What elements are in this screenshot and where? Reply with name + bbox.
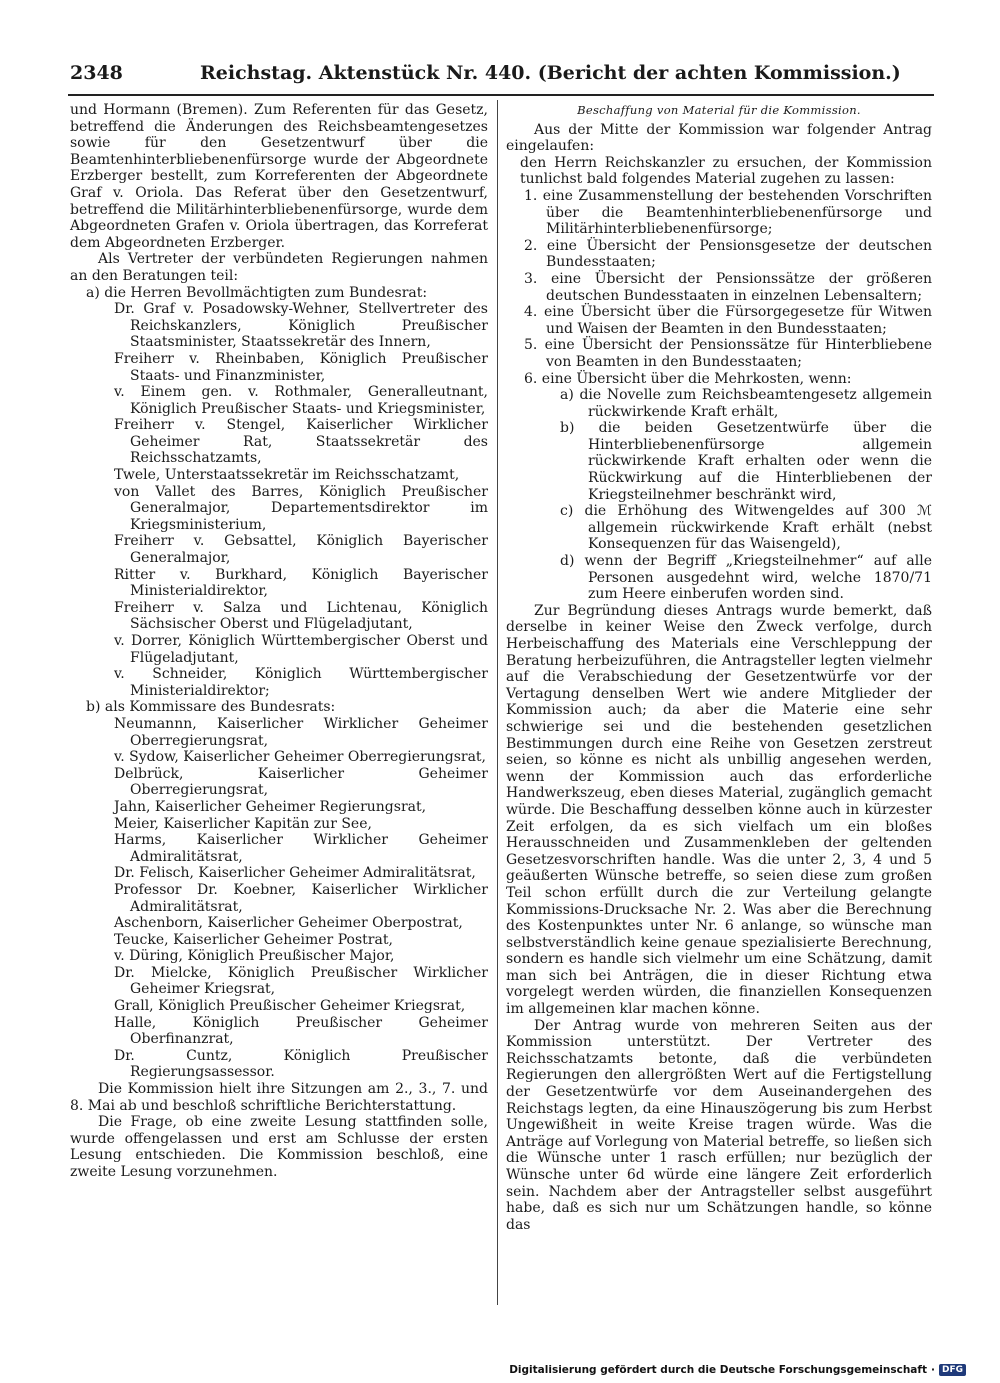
list-item: Freiherr v. Gebsattel, Königlich Bayerischer Generalmajor, (114, 533, 488, 567)
motion-list (506, 188, 932, 603)
page-number: 2348 (70, 62, 123, 84)
list-item: Dr. Felisch, Kaiserlicher Geheimer Admiralitätsrat, (114, 865, 476, 882)
list-item: 4. eine Übersicht über die Fürsorgegesetze für Witwen und Waisen der Beamten in den Bundesstaaten; (524, 304, 932, 337)
list-subitem: b) die beiden Gesetzentwürfe über die Hinterbliebenenfürsorge allgemein rückwirkende Kraft erhalten oder wenn die Rückwirkung auf die Hinterbliebenen der Kriegsteilnehmer beschränkt wird, (560, 420, 932, 503)
list-item: 1. eine Zusammenstellung der bestehenden Vorschriften über die Beamtenhinterbliebenenfürsorge und Militärhinterbliebenenfürsorge; (524, 187, 932, 238)
list-item: Teucke, Kaiserlicher Geheimer Postrat, (114, 931, 393, 948)
paragraph: Zur Begründung dieses Antrags wurde bemerkt, daß derselbe in keiner Weise den Zweck verfolge, durch Herbeischaffung des Materials eine Verschleppung der Beratung herbeizuführen, die Antragsteller legten vielmehr auf die Verabschiedung der Gesetzentwürfe vor der Vertagung denselben Wert wie andere Mitglieder der Kommission auch; da aber die Materie eine sehr schwierige sei und die bestehenden gesetzlichen Bestimmungen durch eine Reihe von Gesetzen zerstreut seien, so könne es nicht als unbillig angesehen werden, wenn der Kommission auch das erforderliche Handwerkszeug, eben dieses Material, zugänglich gemacht würde. Die Beschaffung desselben könne auch in kürzester Zeit erfolgen, da es sich vielfach um ein bloßes Herausschneiden und Zusammenkleben der geltenden Gesetzesvorschriften handle. Was die unter 2, 3, 4 und 5 geäußerten Wünsche betreffe, so seien diese zum großen Teil schon erfüllt durch die zur Verteilung gelangte Kommissions-Drucksache Nr. 2. Was aber die Berechnung des Kostenpunktes unter Nr. 6 anlange, so wünsche man selbstverständlich keine genaue spezialisierte Berechnung, sondern es handle sich vielmehr um eine Schätzung, damit man sich bei Anträgen, die in dieser Richtung etwa vorgelegt werden würden, die finanziellen Konsequenzen im allgemeinen klar machen könne. (506, 602, 932, 1018)
list-item: 2. eine Übersicht der Pensionsgesetze der deutschen Bundesstaaten; (524, 237, 932, 271)
paragraph: Die Frage, ob eine zweite Lesung stattfinden solle, wurde offengelassen und erst am Schlusse der ersten Lesung entschieden. Die Kommission beschloß, eine zweite Lesung vorzunehmen. (70, 1114, 488, 1180)
list-item: Aschenborn, Kaiserlicher Geheimer Oberpostrat, (114, 915, 463, 932)
list-item: Dr. Cuntz, Königlich Preußischer Regierungsassessor. (114, 1047, 488, 1081)
list-item: 3. eine Übersicht der Pensionssätze der größeren deutschen Bundesstaaten in einzelnen Lebensaltern; (524, 270, 932, 304)
list-item: v. Düring, Königlich Preußischer Major, (114, 948, 395, 965)
list-item: Harms, Kaiserlicher Wirklicher Geheimer Admiralitätsrat, (114, 832, 488, 865)
section-b-heading: b) als Kommissare des Bundesrats: (86, 699, 336, 716)
footer-text: Digitalisierung gefördert durch die Deutsche Forschungsgemeinschaft (509, 1364, 927, 1376)
list-item: Dr. Graf v. Posadowsky-Wehner, Stellvertreter des Reichskanzlers, Königlich Preußischer Staatsminister, Staatssekretär des Innern, (114, 301, 488, 351)
section-caption: Beschaffung von Material für die Kommission. (577, 103, 861, 117)
delegates-list-a (70, 301, 488, 699)
section-a-heading: a) die Herren Bevollmächtigten zum Bundesrat: (86, 284, 428, 301)
footer-credit: Digitalisierung gefördert durch die Deutsche Forschungsgemeinschaft · DFG (509, 1364, 966, 1376)
delegates-list-b (70, 716, 488, 1081)
paragraph: Aus der Mitte der Kommission war folgender Antrag eingelaufen: (506, 121, 932, 155)
list-subitem: d) wenn der Begriff „Kriegsteilnehmer“ auf alle Personen ausgedehnt wird, welche 1870/71 zum Heere einberufen worden sind. (560, 553, 932, 603)
left-column (70, 102, 488, 1181)
list-item: Dr. Mielcke, Königlich Preußischer Wirklicher Geheimer Kriegsrat, (114, 964, 488, 998)
list-subitem: c) die Erhöhung des Witwengeldes auf 300 ℳ allgemein rückwirkende Kraft erhält (nebst Konsequenzen für das Waisengeld), (560, 503, 932, 553)
list-item: Neumannn, Kaiserlicher Wirklicher Geheimer Oberregierungsrat, (114, 715, 488, 749)
page-header (70, 62, 930, 90)
paragraph: Die Kommission hielt ihre Sitzungen am 2., 3., 7. und 8. Mai ab und beschloß schriftliche Berichterstattung. (70, 1081, 488, 1114)
list-item: v. Dorrer, Königlich Württembergischer Oberst und Flügeladjutant, (114, 633, 488, 666)
list-item: 6. eine Übersicht über die Mehrkosten, wenn: (524, 370, 852, 387)
list-subitem: a) die Novelle zum Reichsbeamtengesetz allgemein rückwirkende Kraft erhält, (560, 387, 932, 420)
list-item: Professor Dr. Koebner, Kaiserlicher Wirklicher Admiralitätsrat, (114, 881, 488, 915)
paragraph: Als Vertreter der verbündeten Regierungen nahmen an den Beratungen teil: (70, 251, 488, 284)
paragraph: Der Antrag wurde von mehreren Seiten aus der Kommission unterstützt. Der Vertreter des Reichsschatzamts betonte, daß die verbündeten Regierungen den allergrößten Wert auf die Fertigstellung der Gesetzentwürfe vor dem Auseinandergehen des Reichstags legten, da eine Hinauszögerung bis zum Herbst Ungewißheit in weite Kreise tragen würde. Was die Anträge auf Vorlegung von Material betreffe, so ließen sich die Wünsche unter 1 rasch erfüllen; nur bezüglich der Wünsche unter 6d würde eine längere Zeit erforderlich sein. Nachdem aber der Antragsteller selbst ausgeführt habe, daß es sich nur um Schätzungen handle, so könne das (506, 1017, 932, 1233)
list-item: Jahn, Kaiserlicher Geheimer Regierungsrat, (114, 798, 427, 815)
list-item: Ritter v. Burkhard, Königlich Bayerischer Ministerialdirektor, (114, 566, 488, 600)
list-item: Freiherr v. Stengel, Kaiserlicher Wirklicher Geheimer Rat, Staatssekretär des Reichsschatzamts, (114, 417, 488, 467)
list-item: Freiherr v. Salza und Lichtenau, Königlich Sächsischer Oberst und Flügeladjutant, (114, 599, 488, 633)
list-item: 5. eine Übersicht der Pensionssätze für Hinterbliebene von Beamten in den Bundesstaaten; (524, 337, 932, 370)
list-item: v. Einem gen. v. Rothmaler, Generalleutnant, Königlich Preußischer Staats- und Kriegsminister, (114, 384, 488, 417)
header-rule (68, 94, 934, 96)
list-item: von Vallet des Barres, Königlich Preußischer Generalmajor, Departementsdirektor im Kriegsministerium, (114, 483, 488, 533)
dfg-logo-icon: DFG (939, 1364, 966, 1376)
motion-text: den Herrn Reichskanzler zu ersuchen, der Kommission tunlichst bald folgendes Material zugehen zu lassen: (520, 154, 932, 188)
list-item: Freiherr v. Rheinbaben, Königlich Preußischer Staats- und Finanzminister, (114, 350, 488, 384)
running-title: Reichstag. Aktenstück Nr. 440. (Bericht der achten Kommission.) (200, 62, 901, 84)
right-column (506, 102, 932, 1233)
list-item: Meier, Kaiserlicher Kapitän zur See, (114, 815, 372, 832)
list-item: Halle, Königlich Preußischer Geheimer Oberfinanzrat, (114, 1014, 488, 1048)
column-divider (497, 100, 498, 1305)
list-item: v. Schneider, Königlich Württembergischer Ministerialdirektor; (114, 666, 488, 699)
paragraph: und Hormann (Bremen). Zum Referenten für das Gesetz, betreffend die Änderungen des Reichsbeamtengesetzes sowie für den Gesetzentwurf über die Beamtenhinterbliebenenfürsorge wurde der Abgeordnete Erzberger bestellt, zum Korreferenten der Abgeordnete Graf v. Oriola. Das Referat über den Gesetzentwurf, betreffend die Militärhinterbliebenenfürsorge, wurde dem Abgeordneten Grafen v. Oriola übertragen, das Korreferat dem Abgeordneten Erzberger. (70, 102, 488, 251)
list-item: v. Sydow, Kaiserlicher Geheimer Oberregierungsrat, (114, 749, 487, 766)
list-item: Twele, Unterstaatssekretär im Reichsschatzamt, (114, 467, 460, 484)
list-item: Delbrück, Kaiserlicher Geheimer Oberregierungsrat, (114, 765, 488, 799)
list-item: Grall, Königlich Preußischer Geheimer Kriegsrat, (114, 998, 466, 1015)
